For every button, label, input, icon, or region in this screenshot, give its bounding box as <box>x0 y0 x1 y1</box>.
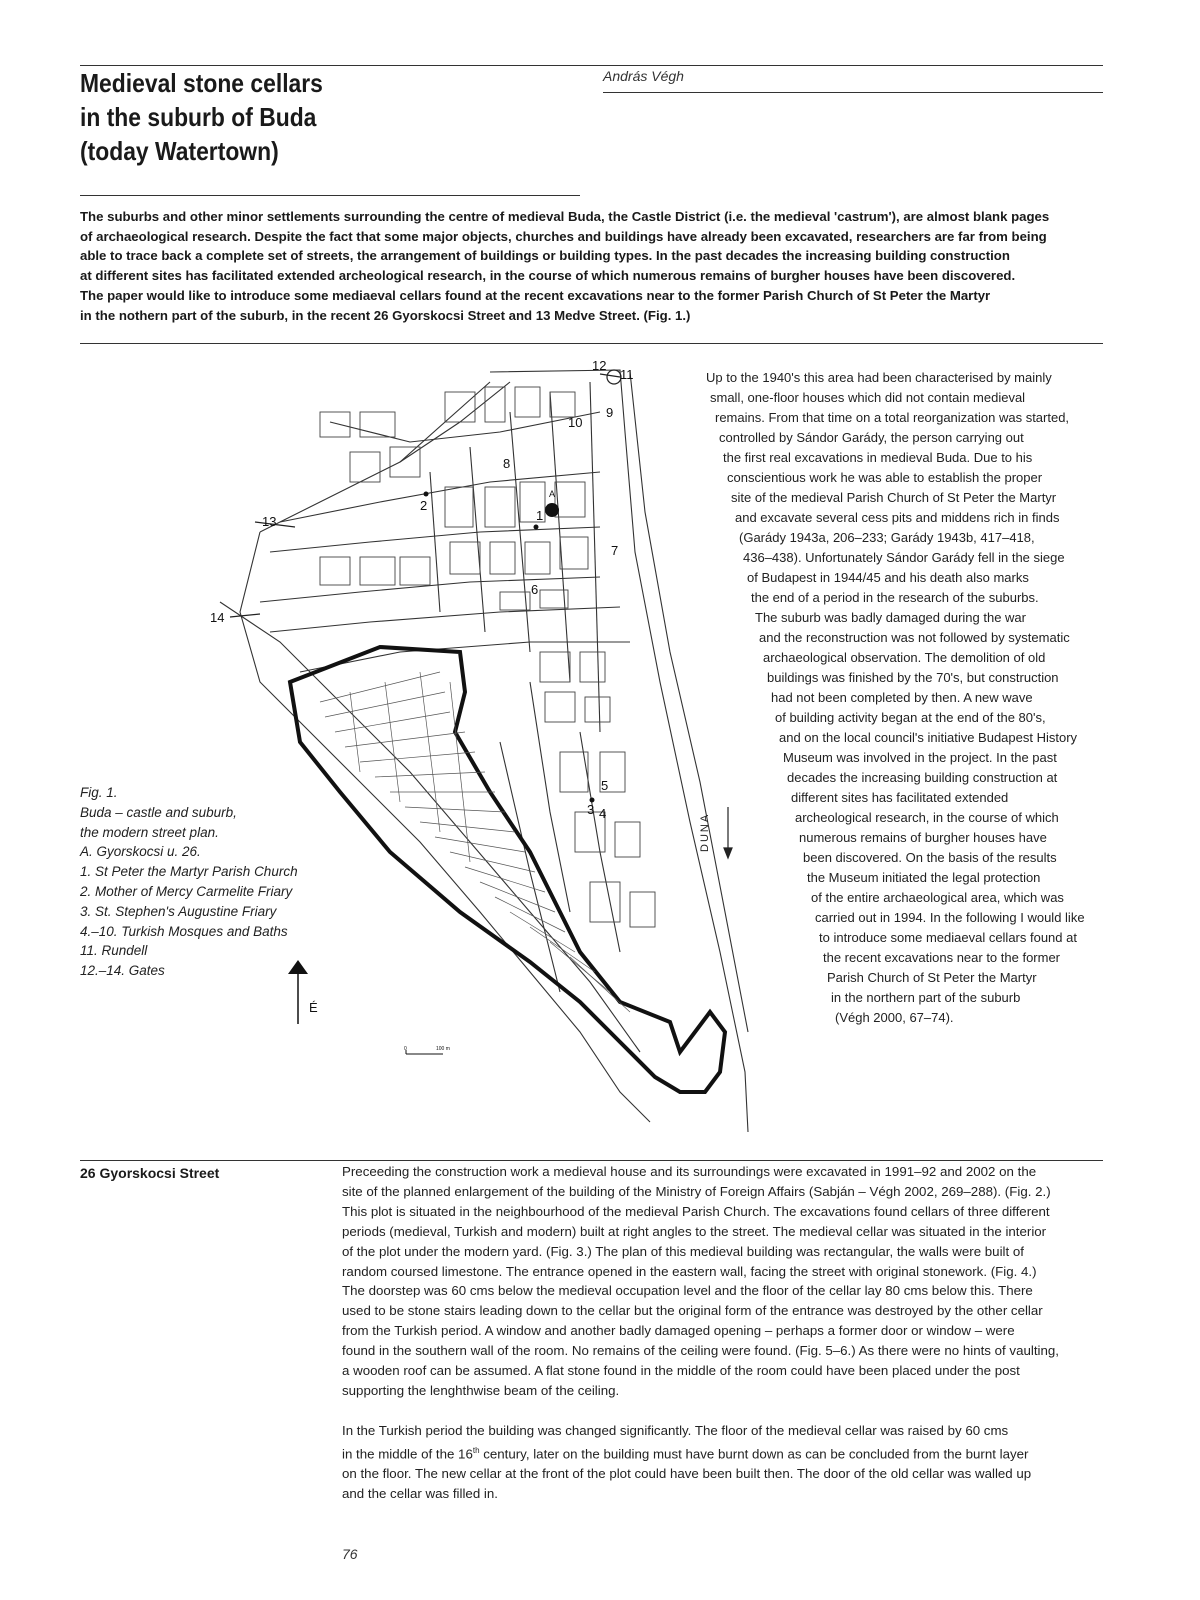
body-line: of the plot under the modern yard. (Fig. 3.) The plan of this medieval building was rectangular, the walls were built of <box>342 1243 1024 1259</box>
map-label-3: 3 <box>587 802 595 817</box>
caption-line: A. Gyorskocsi u. 26. <box>80 844 201 860</box>
side-text-line: and the reconstruction was not followed by systematic <box>759 630 1070 645</box>
scale-length: 100 m <box>436 1046 450 1052</box>
abstract <box>80 207 1090 325</box>
caption-line: 4.–10. Turkish Mosques and Baths <box>80 923 288 939</box>
side-text-line: Up to the 1940's this area had been characterised by mainly <box>706 370 1052 385</box>
abstract-underline <box>80 343 1103 344</box>
map-label-12: 12 <box>592 358 607 373</box>
side-text-line: (Garády 1943a, 206–233; Garády 1943b, 417–418, <box>739 530 1035 545</box>
section-body <box>342 1162 1102 1504</box>
title-line: (today Watertown) <box>80 136 279 166</box>
map-label-8: 8 <box>503 456 511 471</box>
map-label-9: 9 <box>606 405 614 420</box>
page-number: 76 <box>342 1546 358 1562</box>
side-text-line: and on the local council's initiative Budapest History <box>779 730 1078 745</box>
side-text-line: of the entire archaeological area, which was <box>811 890 1064 905</box>
section-heading: 26 Gyorskocsi Street <box>80 1165 220 1181</box>
body-line: from the Turkish period. A window and another badly damaged opening – perhaps a former door or window – were <box>342 1323 1015 1339</box>
map-label-4: 4 <box>599 806 607 821</box>
side-text-line: archaeological observation. The demolition of old <box>763 650 1046 665</box>
map-label-10: 10 <box>568 415 583 430</box>
section-rule <box>80 1160 1103 1161</box>
side-text-line: The suburb was badly damaged during the war <box>755 610 1026 625</box>
side-text-line: the Museum initiated the legal protection <box>807 870 1041 885</box>
author-underline <box>603 92 1103 93</box>
side-text-line: Museum was involved in the project. In the past <box>783 750 1057 765</box>
caption-line: Fig. 1. <box>80 785 118 800</box>
body-line: used to be stone stairs leading down to the cellar but the original form of the entrance was destroyed by the other cellar <box>342 1303 1043 1319</box>
body-line: site of the planned enlargement of the building of the Ministry of Foreign Affairs (Sabján – Végh 2002, 269–288). (Fig. 2.) <box>342 1183 1051 1199</box>
side-text-line: in the northern part of the suburb <box>831 990 1021 1005</box>
caption-line: 12.–14. Gates <box>80 963 165 979</box>
abstract-line: in the nothern part of the suburb, in the recent 26 Gyorskocsi Street and 13 Medve Street. (Fig. 1.) <box>80 307 691 323</box>
title-underline <box>80 195 580 196</box>
body-line: periods (medieval, Turkish and modern) built at right angles to the street. The medieval cellar was situated in the interior <box>342 1223 1047 1239</box>
side-text-line: the first real excavations in medieval Buda. Due to his <box>723 450 1033 465</box>
side-text-line: of Budapest in 1944/45 and his death also marks <box>747 570 1029 585</box>
side-text-line: had not been completed by then. A new wave <box>771 690 1033 705</box>
side-text-line: decades the increasing building construction at <box>787 770 1058 785</box>
caption-line: the modern street plan. <box>80 824 219 840</box>
body-line: in the middle of the 16th century, later on the building must have burnt down as can be concluded from the burnt layer <box>342 1445 1029 1462</box>
map-label-5: 5 <box>601 778 609 793</box>
side-text-line: of building activity began at the end of the 80's, <box>775 710 1046 725</box>
body-line: Preceeding the construction work a medieval house and its surroundings were excavated in 1991–92 and 2002 on the <box>342 1164 1037 1179</box>
author-name: András Végh <box>603 68 684 84</box>
abstract-line: of archaeological research. Despite the fact that some major objects, churches and buildings have already been excavated, researchers are far from being <box>80 228 1047 244</box>
side-text-column <box>0 360 1200 1040</box>
body-line: random coursed limestone. The entrance opened in the eastern wall, facing the street with original stonework. (Fig. 4.) <box>342 1263 1037 1279</box>
map-label-6: 6 <box>531 582 539 597</box>
abstract-line: The paper would like to introduce some mediaeval cellars found at the recent excavations near to the former Parish Church of St Peter the Martyr <box>80 287 991 303</box>
body-line: a wooden roof can be assumed. A flat stone found in the middle of the room could have been placed under the post <box>342 1363 1020 1379</box>
side-text-line: small, one-floor houses which did not contain medieval <box>710 390 1026 405</box>
abstract-line: able to trace back a complete set of streets, the arrangement of buildings or building types. In the past decades the increasing building construction <box>80 248 1010 264</box>
map-label-river: DUNA <box>699 812 711 852</box>
title-line: in the suburb of Buda <box>80 102 317 132</box>
side-text-line: and excavate several cess pits and middens rich in finds <box>735 510 1060 525</box>
side-text-line: 436–438). Unfortunately Sándor Garády fell in the siege <box>743 550 1065 565</box>
side-text-line: been discovered. On the basis of the results <box>803 850 1057 865</box>
map-label-13: 13 <box>262 514 277 529</box>
body-line: supporting the lenghthwise beam of the ceiling. <box>342 1382 620 1398</box>
body-line: on the floor. The new cellar at the front of the plot could have been built then. The door of the old cellar was walled up <box>342 1466 1032 1482</box>
side-text-line: controlled by Sándor Garády, the person carrying out <box>719 430 1024 445</box>
side-text-line: conscientious work he was able to establish the proper <box>727 470 1043 485</box>
side-text-line: carried out in 1994. In the following I would like <box>815 910 1085 925</box>
side-text-line: Parish Church of St Peter the Martyr <box>827 970 1037 985</box>
map-label-7: 7 <box>611 543 619 558</box>
caption-line: 11. Rundell <box>80 943 148 959</box>
body-line: found in the southern wall of the room. No remains of the ceiling were found. (Fig. 5–6.) As there were no hints of vaulting, <box>342 1343 1059 1359</box>
caption-line: Buda – castle and suburb, <box>80 804 237 820</box>
map-label-1: 1 <box>536 508 544 523</box>
body-line: and the cellar was filled in. <box>342 1486 498 1502</box>
abstract-line: The suburbs and other minor settlements surrounding the centre of medieval Buda, the Castle District (i.e. the medieval 'castrum'), are almost blank pages <box>80 209 1050 224</box>
caption-line: 3. St. Stephen's Augustine Friary <box>80 903 277 919</box>
body-line: This plot is situated in the neighbourhood of the medieval Parish Church. The excavations found cellars of three different <box>342 1203 1050 1219</box>
map-label-site-a: A <box>549 489 556 499</box>
map-label-14: 14 <box>210 610 225 625</box>
paragraph-gap <box>342 1401 1102 1421</box>
article-title <box>80 66 450 168</box>
body-line: The doorstep was 60 cms below the medieval occupation level and the floor of the cellar lay 80 cms below this. There <box>342 1283 1033 1299</box>
title-line: Medieval stone cellars <box>80 68 323 98</box>
side-text-line: archeological research, in the course of which <box>795 810 1059 825</box>
side-text-line: numerous remains of burgher houses have <box>799 830 1047 845</box>
side-text-line: site of the medieval Parish Church of St Peter the Martyr <box>731 490 1057 505</box>
abstract-line: at different sites has facilitated extended archeological research, in the course of which numerous remains of burgher houses have been discovered. <box>80 268 1016 284</box>
caption-line: 1. St Peter the Martyr Parish Church <box>80 864 298 880</box>
side-text-line: (Végh 2000, 67–74). <box>835 1010 954 1025</box>
body-line: In the Turkish period the building was changed significantly. The floor of the medieval cellar was raised by 60 cms <box>342 1422 1009 1438</box>
side-text-line: to introduce some mediaeval cellars found at <box>819 930 1077 945</box>
side-text-line: the recent excavations near to the former <box>823 950 1061 965</box>
scale-zero: 0 <box>404 1046 407 1052</box>
side-text-line: buildings was finished by the 70's, but construction <box>767 670 1059 685</box>
side-text-line: the end of a period in the research of the suburbs. <box>751 590 1039 605</box>
side-text-line: different sites has facilitated extended <box>791 790 1009 805</box>
side-text-line: remains. From that time on a total reorganization was started, <box>715 410 1070 425</box>
map-label-11: 11 <box>620 367 634 382</box>
map-label-north: É <box>309 1000 318 1015</box>
map-label-2: 2 <box>420 498 428 513</box>
caption-line: 2. Mother of Mercy Carmelite Friary <box>80 883 293 899</box>
